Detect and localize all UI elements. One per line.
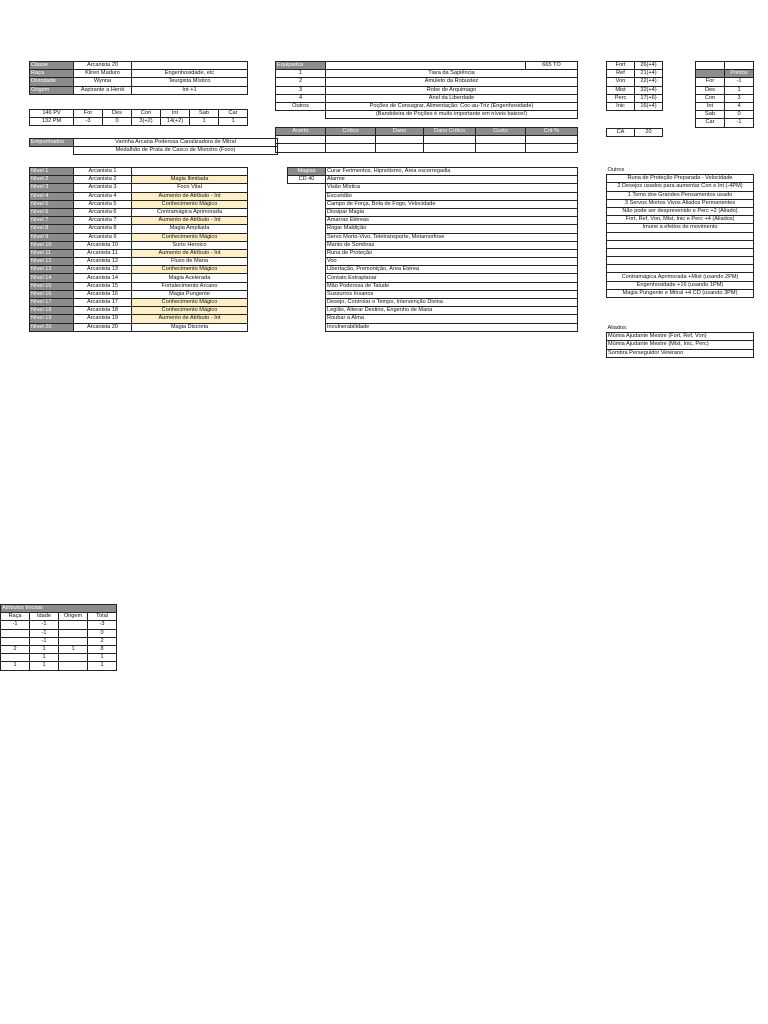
points-value: -1 <box>725 78 754 86</box>
spells-label: Magias <box>288 168 326 176</box>
spell-row: Contato Extraplanar <box>326 274 578 282</box>
points-table <box>695 61 754 128</box>
level-label: Nível 5 <box>30 200 74 208</box>
initial-attr-header: Idade <box>30 613 59 621</box>
level-label: Nível 13 <box>30 266 74 274</box>
others-row <box>607 257 754 265</box>
info-extra: Teurgista Místico <box>132 78 248 86</box>
level-power <box>132 168 248 176</box>
ally-row: Múmia Ajudante Mestre (Mist, Inic, Perc) <box>607 341 754 349</box>
defenses-table <box>606 61 663 111</box>
info-value: Arcanista 20 <box>74 62 132 70</box>
points-label: Des <box>696 86 725 94</box>
level-power: Conhecimento Mágico <box>132 266 248 274</box>
stat-header: Int <box>161 110 190 118</box>
spell-row: Invulnerabilidade <box>326 323 578 331</box>
defense-value: 22(+4) <box>635 78 663 86</box>
level-label: Nível 12 <box>30 258 74 266</box>
attack-header: Crítico <box>326 128 376 136</box>
attack-header: Custo <box>476 128 526 136</box>
spell-row: Voo <box>326 258 578 266</box>
equipment-other-1: Poções de Consagrar, Alimentação: Coc-au-Triz (Engenhosidade) <box>326 102 578 110</box>
stat-header: Con <box>132 110 161 118</box>
level-power: Magia Pungente <box>132 290 248 298</box>
defense-label: Fort <box>607 62 635 70</box>
level-class: Arcanista 11 <box>74 249 132 257</box>
level-label: Nível 1 <box>30 168 74 176</box>
initial-attributes-table <box>0 604 117 671</box>
level-label: Nível 16 <box>30 290 74 298</box>
equipment-num: 1 <box>276 70 326 78</box>
wielded-label: Empunhados <box>30 139 74 147</box>
defense-value: 17(+6) <box>635 94 663 102</box>
stat-value: 1 <box>219 118 248 126</box>
points-value: -1 <box>725 119 754 127</box>
ally-row: Múmia Ajudante Mestre (Fort, Ref, Von) <box>607 333 754 341</box>
info-extra: Int +1 <box>132 86 248 94</box>
level-label: Nível 14 <box>30 274 74 282</box>
level-class: Arcanista 14 <box>74 274 132 282</box>
level-power: Conhecimento Mágico <box>132 200 248 208</box>
others-row: Não pode ser desprevenido e Perc +2 (Aliado) <box>607 207 754 215</box>
stat-value: 0 <box>103 118 132 126</box>
level-power: Fortalecimento Arcano <box>132 282 248 290</box>
points-value: 1 <box>725 86 754 94</box>
others-row: Fort, Ref, Von, Mist, Inic e Perc +4 (Aliados) <box>607 216 754 224</box>
stat-header: Des <box>103 110 132 118</box>
initial-attr-cell <box>59 621 88 629</box>
gold-value: 665 TO <box>526 62 578 70</box>
points-label: Con <box>696 94 725 102</box>
initial-attr-cell <box>1 637 30 645</box>
equipment-item: Anel da Liberdade <box>326 94 578 102</box>
level-class: Arcanista 2 <box>74 176 132 184</box>
equipment-label: Equipados <box>276 62 326 70</box>
others-table <box>606 167 754 298</box>
points-header: Pontos <box>725 70 754 78</box>
defense-label: Von <box>607 78 635 86</box>
level-class: Arcanista 6 <box>74 208 132 216</box>
level-class: Arcanista 12 <box>74 258 132 266</box>
defense-value: 16(+4) <box>635 102 663 110</box>
initial-attr-cell <box>59 629 88 637</box>
level-power: Conhecimento Mágico <box>132 233 248 241</box>
defense-value: 32(+4) <box>635 86 663 94</box>
initial-attr-cell: -3 <box>88 621 117 629</box>
level-power: Aumento de Atributo - Int <box>132 192 248 200</box>
level-class: Arcanista 18 <box>74 307 132 315</box>
spell-row: Rogar Maldição <box>326 225 578 233</box>
level-label: Nível 3 <box>30 184 74 192</box>
initial-attr-cell: 1 <box>1 662 30 670</box>
level-power: Conhecimento Mágico <box>132 299 248 307</box>
ca-value: 20 <box>635 129 663 137</box>
level-label: Nível 6 <box>30 208 74 216</box>
equipment-num: 3 <box>276 86 326 94</box>
level-label: Nível 7 <box>30 217 74 225</box>
initial-attr-cell: -1 <box>30 629 59 637</box>
level-power: Magia Discreta <box>132 323 248 331</box>
info-label: Divindade <box>30 78 74 86</box>
spells-cd: CD 40 <box>288 176 326 184</box>
equipment-num: 2 <box>276 78 326 86</box>
initial-attr-cell: 1 <box>30 645 59 653</box>
initial-attr-cell: 1 <box>30 654 59 662</box>
info-extra <box>132 62 248 70</box>
points-value: 0 <box>725 111 754 119</box>
initial-attr-cell <box>59 637 88 645</box>
allies-label: Aliados: <box>607 325 754 333</box>
points-label: For <box>696 78 725 86</box>
spell-row: Mão Poderosa de Talude <box>326 282 578 290</box>
ca-label: CA <box>607 129 635 137</box>
spell-row: Visão Mística <box>326 184 578 192</box>
equipment-item: Amuleto da Robustez <box>326 78 578 86</box>
level-class: Arcanista 19 <box>74 315 132 323</box>
level-class: Arcanista 20 <box>74 323 132 331</box>
equipment-table <box>275 61 578 119</box>
equipment-item: Robe do Arquimago <box>326 86 578 94</box>
ca-table <box>606 128 663 137</box>
spell-row: Amarras Etéreas <box>326 217 578 225</box>
initial-attr-cell: 1 <box>30 662 59 670</box>
level-class: Arcanista 16 <box>74 290 132 298</box>
others-row <box>607 240 754 248</box>
character-info-table <box>29 61 248 95</box>
level-label: Nível 9 <box>30 233 74 241</box>
attack-header: Crit % <box>526 128 578 136</box>
initial-attr-cell: -1 <box>1 621 30 629</box>
spell-row: Campo de Força, Bola de Fogo, Velocidade <box>326 200 578 208</box>
initial-attr-cell: 1 <box>88 662 117 670</box>
stat-value: 14(+2) <box>161 118 190 126</box>
equipment-other-2: (Bandoleira de Poções é muito importante em níveis baixos!) <box>326 111 578 119</box>
level-class: Arcanista 9 <box>74 233 132 241</box>
initial-attr-cell <box>1 629 30 637</box>
points-label: Sab <box>696 111 725 119</box>
others-label: Outros <box>607 167 754 175</box>
others-row <box>607 232 754 240</box>
level-power: Surto Heroico <box>132 241 248 249</box>
level-label: Nível 10 <box>30 241 74 249</box>
points-label: Int <box>696 102 725 110</box>
initial-attr-cell: 1 <box>59 645 88 653</box>
level-label: Nível 18 <box>30 307 74 315</box>
defense-label: Mist <box>607 86 635 94</box>
allies-table <box>606 325 754 358</box>
spell-row: Servo Morto-Vivo, Teletransporte, Metamorfose <box>326 233 578 241</box>
initial-attributes-title: Atributos Iniciais <box>1 605 117 613</box>
initial-attr-cell: -1 <box>30 621 59 629</box>
attack-table <box>275 127 578 153</box>
level-label: Nível 4 <box>30 192 74 200</box>
level-power: Conhecimento Mágico <box>132 307 248 315</box>
level-label: Nível 20 <box>30 323 74 331</box>
level-class: Arcanista 5 <box>74 200 132 208</box>
initial-attr-cell: 1 <box>88 654 117 662</box>
others-row <box>607 265 754 273</box>
level-label: Nível 19 <box>30 315 74 323</box>
level-label: Nível 2 <box>30 176 74 184</box>
attack-header: Acerto <box>276 128 326 136</box>
level-power: Foco Vital <box>132 184 248 192</box>
stat-value: -3 <box>74 118 103 126</box>
level-class: Arcanista 3 <box>74 184 132 192</box>
level-label: Nível 15 <box>30 282 74 290</box>
attack-header: Dano <box>376 128 424 136</box>
attack-header: Dano Crítico <box>424 128 476 136</box>
initial-attr-cell: -1 <box>30 637 59 645</box>
others-row: 1 Tomo dos Grandes Pensamentos usado <box>607 191 754 199</box>
level-power: Aumento de Atributo - Int <box>132 249 248 257</box>
spell-row: Desejo, Controlar o Tempo, Intervenção Divina <box>326 299 578 307</box>
spell-row: Sussurros Insanos <box>326 290 578 298</box>
spell-row: Manto de Sombras <box>326 241 578 249</box>
stat-header: For <box>74 110 103 118</box>
initial-attr-cell <box>59 654 88 662</box>
others-row: Contramágica Aprimorada +Mist (usando 2PM) <box>607 273 754 281</box>
levels-table <box>29 167 248 332</box>
level-class: Arcanista 15 <box>74 282 132 290</box>
others-row: 2 Desejos usados para aumentar Con e Int (-4PM) <box>607 183 754 191</box>
level-power: Magia Ilimitada <box>132 176 248 184</box>
stats-table <box>29 109 248 126</box>
level-power: Aumento de Atributo - Int <box>132 217 248 225</box>
initial-attr-cell: 2 <box>1 645 30 653</box>
wielded-table <box>29 138 278 155</box>
spell-row: Alarme <box>326 176 578 184</box>
others-row: Engenhosidade +16 (usando 1PM) <box>607 281 754 289</box>
stat-value: 3(+2) <box>132 118 161 126</box>
points-value: 4 <box>725 102 754 110</box>
stat-value: 1 <box>190 118 219 126</box>
info-label: Classe <box>30 62 74 70</box>
initial-attr-header: Origem <box>59 613 88 621</box>
initial-attr-cell <box>1 654 30 662</box>
points-label: Car <box>696 119 725 127</box>
equipment-others-label: Outros <box>276 102 326 110</box>
equipment-blank <box>326 62 526 70</box>
pm-value: 132 PM <box>30 118 74 126</box>
others-row: Magia Pungente e Mitral +4 CD (usando 3PM) <box>607 289 754 297</box>
defense-value: 26(+4) <box>635 62 663 70</box>
others-row: 3 Servos Mortos Vivos Aliados Permanentes <box>607 199 754 207</box>
spell-row: Runa de Proteção <box>326 249 578 257</box>
others-row: Imune a efeitos de movimento <box>607 224 754 232</box>
initial-attr-cell: 0 <box>88 629 117 637</box>
spell-row: Legião, Alterar Destino, Engenho de Mana <box>326 307 578 315</box>
pv-value: 146 PV <box>30 110 74 118</box>
spell-row: Escuridão <box>326 192 578 200</box>
spell-row: Curar Ferimentos, Hipnotismo, Área escorregadia <box>326 168 578 176</box>
defense-label: Ref <box>607 70 635 78</box>
stat-header: Sab <box>190 110 219 118</box>
level-class: Arcanista 17 <box>74 299 132 307</box>
level-power: Contramágica Aprimorada <box>132 208 248 216</box>
points-value: 3 <box>725 94 754 102</box>
level-class: Arcanista 1 <box>74 168 132 176</box>
initial-attr-cell <box>59 662 88 670</box>
equipment-item: Tiara da Sapiência <box>326 70 578 78</box>
spell-row: Roubar a Alma <box>326 315 578 323</box>
info-value: Wynna <box>74 78 132 86</box>
info-value: Kliren Maduro <box>74 70 132 78</box>
info-extra: Engenhosidade, etc <box>132 70 248 78</box>
others-row <box>607 248 754 256</box>
info-value: Aspirante a Herói <box>74 86 132 94</box>
level-power: Magia Acelerada <box>132 274 248 282</box>
level-power: Fluxo de Mana <box>132 258 248 266</box>
ally-row: Sombra Perseguidor Veterano <box>607 349 754 357</box>
wielded-item-1: Varinha Arcana Poderosa Canalizadora de Mitral <box>74 139 278 147</box>
level-class: Arcanista 10 <box>74 241 132 249</box>
wielded-item-2: Medalhão de Prata de Casco de Monstro (Foco) <box>74 147 278 155</box>
level-label: Nível 17 <box>30 299 74 307</box>
level-class: Arcanista 8 <box>74 225 132 233</box>
initial-attr-header: Raça <box>1 613 30 621</box>
stat-header: Car <box>219 110 248 118</box>
initial-attr-cell: 8 <box>88 645 117 653</box>
level-class: Arcanista 4 <box>74 192 132 200</box>
spell-row: Libertação, Premonição, Área Etérea <box>326 266 578 274</box>
info-label: Origem <box>30 86 74 94</box>
others-row: Runa de Proteção Preparada - Velocidade <box>607 175 754 183</box>
spells-table <box>287 167 578 332</box>
level-class: Arcanista 13 <box>74 266 132 274</box>
initial-attr-cell: 2 <box>88 637 117 645</box>
defense-value: 21(+4) <box>635 70 663 78</box>
level-power: Magia Ampliada <box>132 225 248 233</box>
defense-label: Inic <box>607 102 635 110</box>
level-class: Arcanista 7 <box>74 217 132 225</box>
level-label: Nível 11 <box>30 249 74 257</box>
spell-row: Dissipar Magia <box>326 208 578 216</box>
info-label: Raça <box>30 70 74 78</box>
equipment-num: 4 <box>276 94 326 102</box>
level-power: Aumento de Atributo - Int <box>132 315 248 323</box>
defense-label: Perc <box>607 94 635 102</box>
initial-attr-header: Total <box>88 613 117 621</box>
level-label: Nível 8 <box>30 225 74 233</box>
